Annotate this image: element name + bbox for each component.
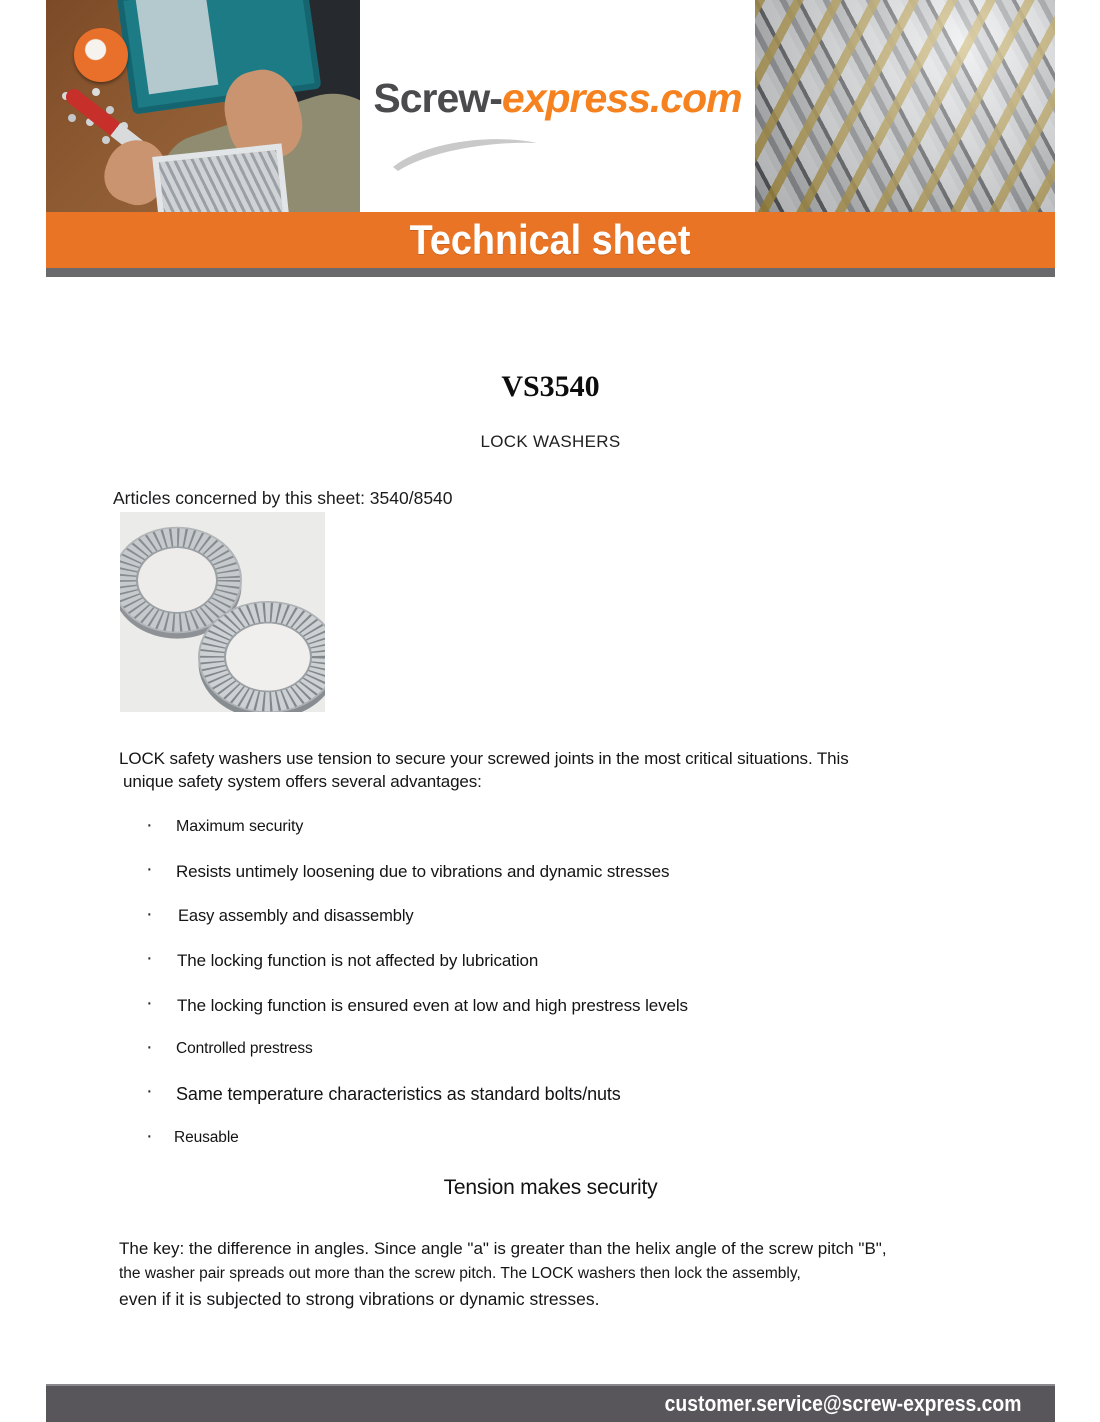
page-header [46, 0, 1055, 212]
list-item [146, 947, 966, 995]
intro-line-1: LOCK safety washers use tension to secure your screwed joints in the most critical situations. This [119, 749, 849, 768]
list-item-text: Maximum security [176, 818, 304, 835]
bullet-dot: · [146, 858, 153, 881]
intro-line-2: unique safety system offers several advantages: [123, 772, 482, 791]
bullet-dot: · [146, 1035, 153, 1058]
list-item [146, 991, 966, 1040]
intro-paragraph [119, 747, 939, 793]
bullet-dot: · [146, 1124, 153, 1147]
articles-concerned-line: Articles concerned by this sheet: 3540/8540 [113, 488, 453, 508]
list-item-text: The locking function is ensured even at low and high prestress levels [177, 995, 688, 1015]
logo-text-express: express.com [501, 74, 742, 121]
banner-title: Technical sheet [410, 216, 691, 263]
list-item-text: Easy assembly and disassembly [178, 906, 414, 925]
product-code-title: VS3540 [501, 370, 600, 403]
workbench-tools-photo [46, 0, 360, 212]
list-item [146, 902, 966, 951]
banner-underline [46, 268, 1055, 277]
key-line-1: The key: the difference in angles. Since angle "a" is greater than the helix angle of the screw pitch "B", [119, 1239, 887, 1258]
list-item [146, 814, 966, 862]
list-item-text: Reusable [174, 1128, 239, 1146]
list-item [146, 858, 966, 906]
lock-washers-photo [120, 512, 325, 712]
logo-text-screw: Screw- [373, 74, 502, 121]
customer-service-email-link[interactable]: customer.service@screw-express.com [664, 1391, 1021, 1416]
bullet-dot: · [146, 991, 153, 1014]
screws-pile-photo [755, 0, 1055, 212]
logo-area [360, 0, 755, 212]
bullet-dot: · [146, 947, 153, 970]
technical-sheet-banner [46, 212, 1055, 268]
list-item-text: Same temperature characteristics as standard bolts/nuts [176, 1084, 621, 1105]
site-logo [373, 75, 741, 122]
advantages-list [146, 814, 966, 1173]
list-item [146, 1035, 966, 1084]
tape-measure-shape [74, 28, 128, 82]
list-item-text: Resists untimely loosening due to vibrations and dynamic stresses [176, 862, 670, 882]
product-subtitle: LOCK WASHERS [480, 432, 621, 451]
footer-bar [46, 1384, 1055, 1422]
bullet-dot: · [146, 902, 153, 925]
key-line-3: even if it is subjected to strong vibrations or dynamic stresses. [119, 1289, 600, 1309]
list-item-text: The locking function is not affected by lubrication [177, 951, 539, 971]
photo-glare [755, 0, 1055, 212]
list-item-text: Controlled prestress [176, 1039, 313, 1057]
organizer-compartment-shape [136, 0, 219, 94]
key-line-2: the washer pair spreads out more than the screw pitch. The LOCK washers then lock the assembly, [119, 1265, 801, 1282]
section-heading: Tension makes security [443, 1176, 658, 1199]
key-explanation-paragraph [119, 1236, 999, 1313]
list-item [146, 1124, 966, 1173]
logo-swoosh-icon [381, 131, 541, 171]
bullet-dot: · [146, 814, 153, 836]
list-item [146, 1080, 966, 1128]
bullet-dot: · [146, 1080, 153, 1103]
